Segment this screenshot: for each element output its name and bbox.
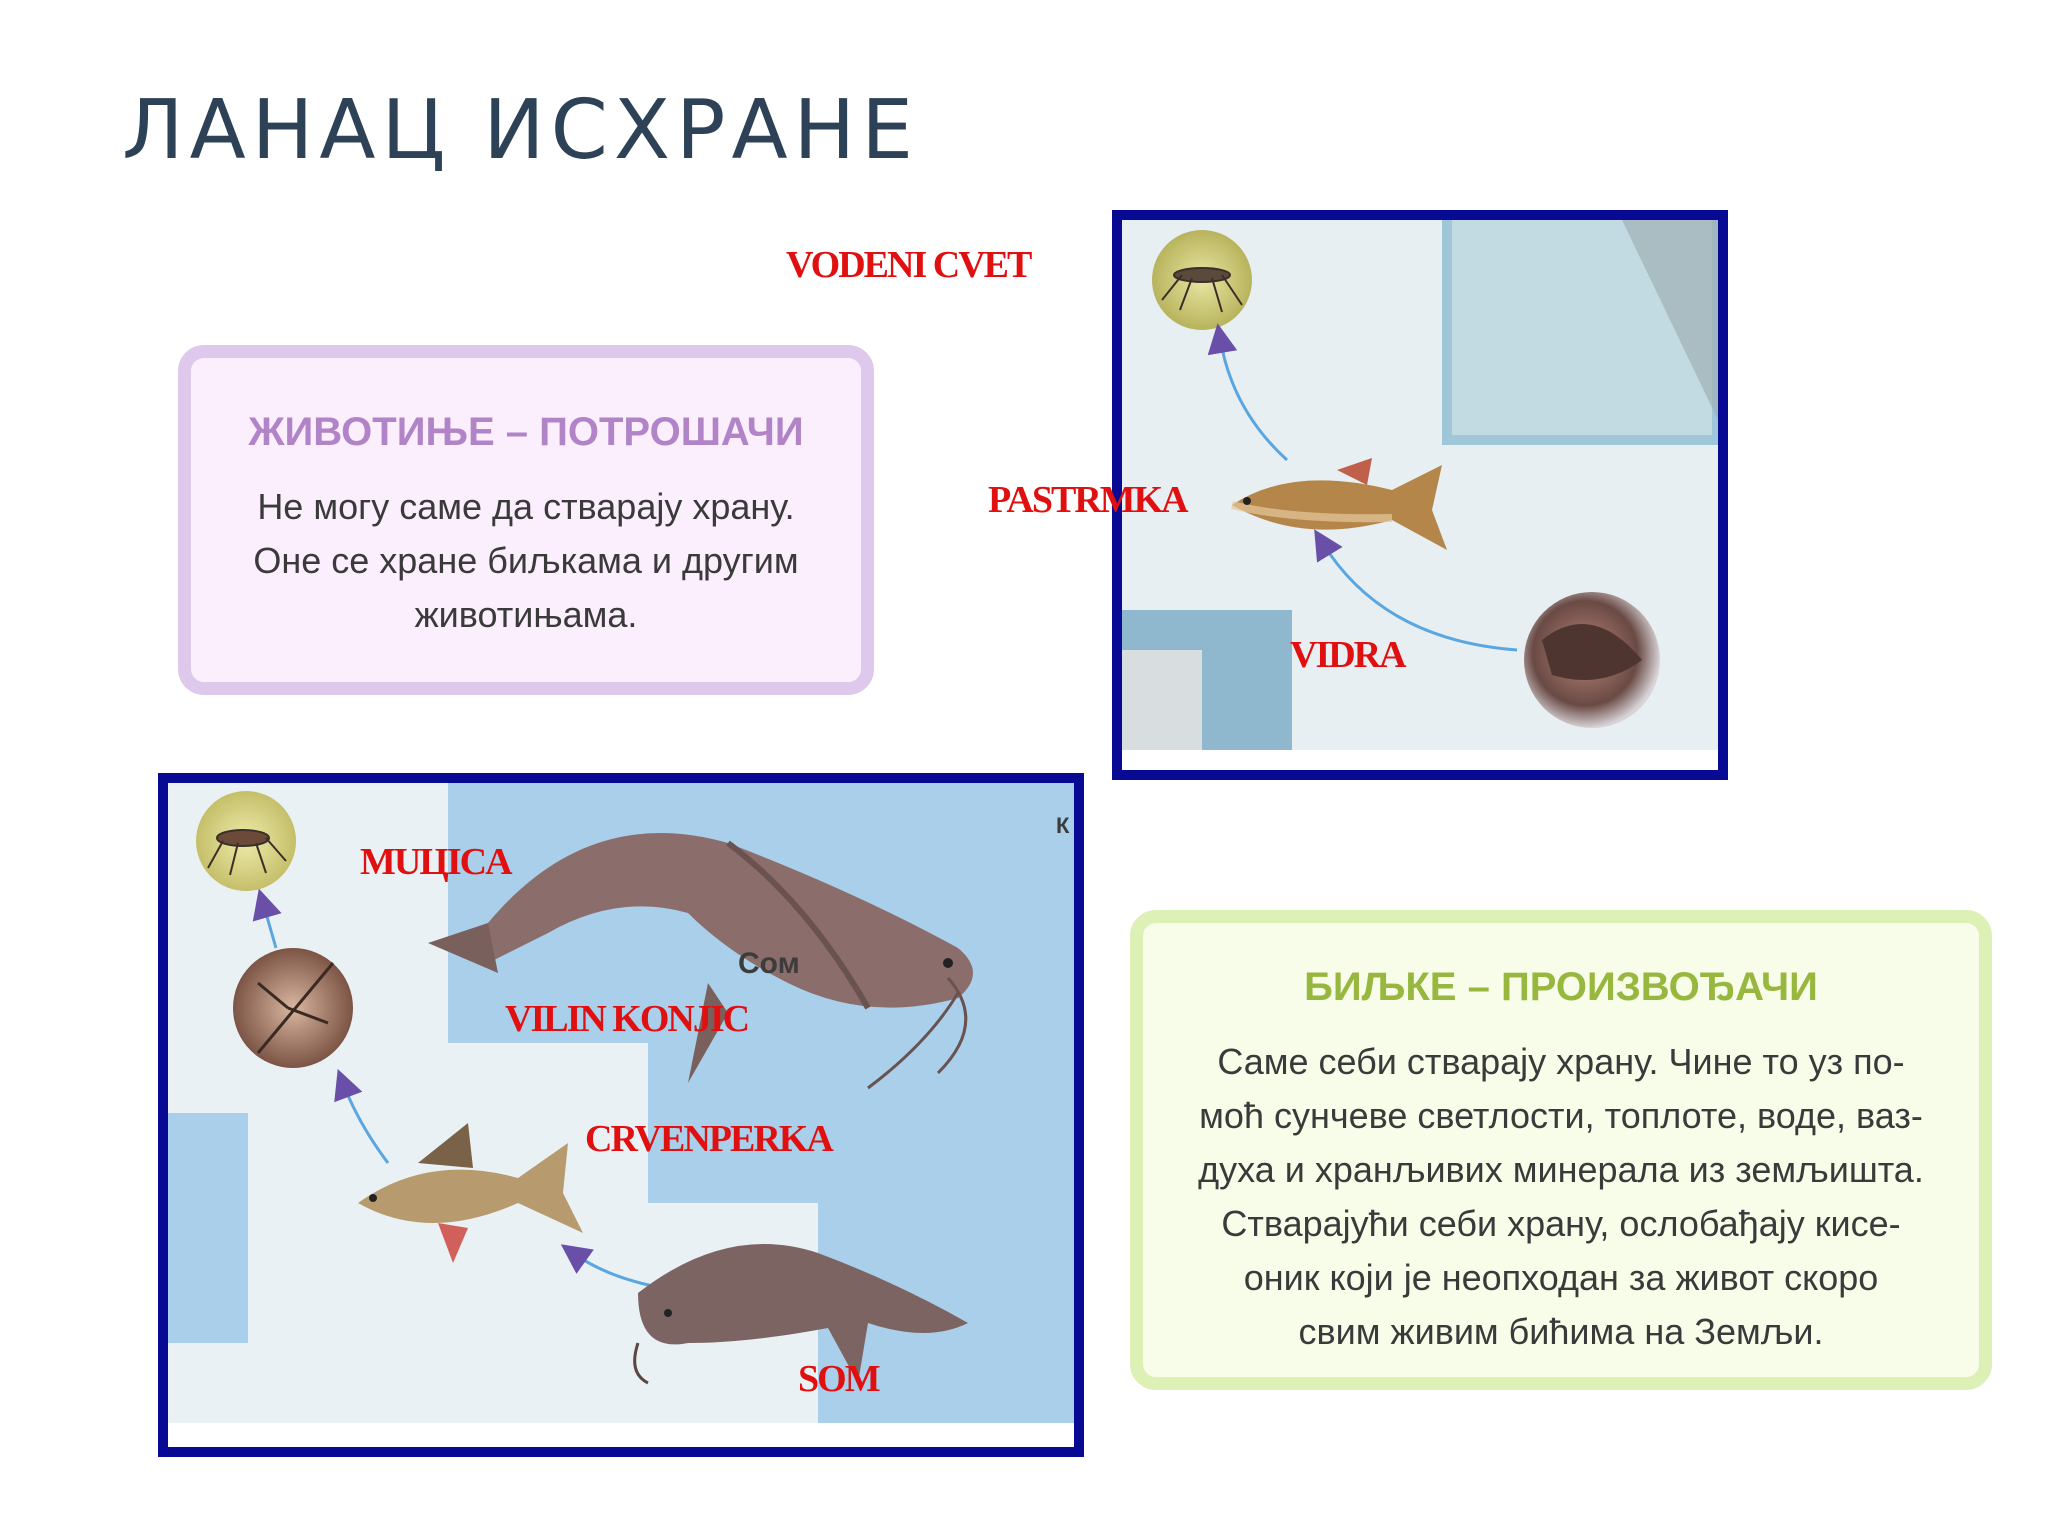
slide-title: ЛАНАЦ ИСХРАНЕ — [122, 83, 920, 178]
som-caption: Сом — [738, 947, 800, 980]
label-vidra: VIDRA — [1290, 634, 1405, 676]
label-som: SOM — [798, 1358, 879, 1400]
food-chain-picture-trout — [1112, 210, 1728, 780]
producers-heading: БИЉКЕ – ПРОИЗВОЂАЧИ — [1304, 965, 1818, 1009]
producers-line: Стварајући себи храну, ослобађају кисе- — [1221, 1203, 1901, 1244]
label-vodeni-cvet: VODENI CVET — [786, 244, 1031, 286]
dragonfly-picture — [233, 948, 353, 1068]
water-strip — [168, 1113, 248, 1343]
consumers-line: Не могу саме да стварају храну. — [257, 486, 795, 527]
label-vilin-konjic: VILIN KONJIC — [505, 998, 749, 1040]
consumers-line: животињама. — [414, 594, 638, 635]
label-musica: MUЦICA — [360, 841, 511, 883]
producers-text — [1163, 1035, 1959, 1359]
consumers-heading: ЖИВОТИЊЕ – ПОТРОШАЧИ — [248, 410, 804, 454]
producers-line: духа и хранљивих минерала из земљишта. — [1198, 1149, 1924, 1190]
trout-chain-illustration — [1122, 220, 1718, 770]
label-pastrmka: PASTRMKA — [988, 479, 1187, 521]
food-chain-picture-catfish — [158, 773, 1084, 1457]
consumers-card — [178, 345, 874, 695]
label-crvenperka: CRVENPERKA — [585, 1118, 832, 1160]
catfish-chain-illustration — [168, 783, 1074, 1447]
producers-card — [1130, 910, 1992, 1390]
corner-letter: К — [1056, 813, 1070, 838]
consumers-line: Оне се хране биљкама и другим — [253, 540, 799, 581]
producers-line: моћ сунчеве светлости, топлоте, воде, ваз- — [1199, 1095, 1923, 1136]
picture-bottom-margin — [1122, 750, 1718, 770]
producers-line: свим живим бићима на Земљи. — [1298, 1311, 1824, 1352]
producers-line: оник који је неопходан за живот скоро — [1243, 1257, 1879, 1298]
picture-bottom-margin — [168, 1423, 1074, 1447]
water-block-inner — [1122, 650, 1202, 750]
producers-line: Саме себи стварају храну. Чине то уз по- — [1217, 1041, 1905, 1082]
consumers-text — [211, 480, 841, 642]
